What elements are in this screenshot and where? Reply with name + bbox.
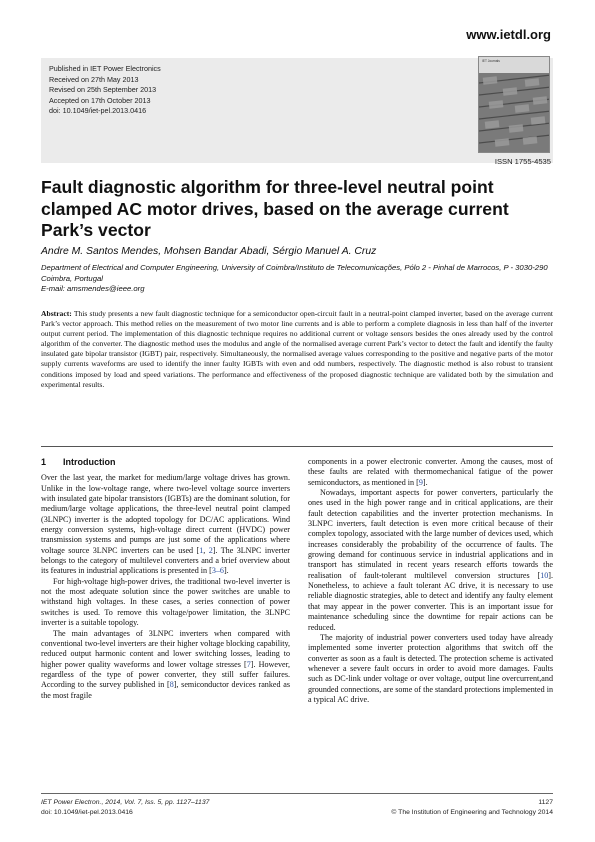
paragraph-text: ]. [422, 477, 428, 487]
paragraph-text: Nowadays, important aspects for power converters, particularly the ones used in the high power range and in critical applications, are their fault detection capabilities and the inverter protection mechanisms. In 3LNPC inverters, fault detection is even more critical because of their complex topology, associated with the large number of devices used, which increases considerably the probability of the occurrence of faults. The growing demand for continuous service in industrial applications and in transport has stimulated in recent years research efforts towards the realisation of fault-tolerant multilevel conversion structures [ [308, 488, 553, 580]
affiliation-text: Department of Electrical and Computer Engineering, University of Coimbra/Instituto de Telecomunicações, Pólo 2 - Pinhal de Marrocos, P - 3030-290 Coimbra, Portugal [41, 263, 548, 283]
published-in: Published in IET Power Electronics [49, 64, 161, 73]
citation-link[interactable]: 1 [199, 545, 204, 555]
author-affiliation [41, 263, 561, 295]
section-heading [41, 457, 290, 467]
citation-link[interactable]: 10 [540, 570, 549, 580]
author-email[interactable]: E-mail: amsmendes@ieee.org [41, 284, 145, 294]
paragraph [308, 488, 553, 633]
citation-link[interactable]: 8 [169, 680, 174, 690]
journal-website[interactable]: www.ietdl.org [466, 27, 551, 42]
citation-link[interactable]: 7 [246, 659, 251, 669]
footer-journal: IET Power Electron., 2014, Vol. 7, Iss. 5, pp. 1127–1137 [41, 799, 210, 806]
paragraph-text: Over the last year, the market for medium/large voltage drives has grown. Unlike in the low-voltage range, where two-level voltage source inverters with insulated gate bipolar transistors (IGBTs) are the dominant solution, for medium/large voltage applications, the three-level neutral point clamped (3LNPC) inverter is the adopted topology for DC/AC applications. Wind energy conversion systems, high-voltage direct current (HVDC) power transmission systems and pumps are just some of the applications where voltage source 3LNPC inverters can be used [ [41, 473, 290, 555]
journal-cover-image [478, 56, 550, 153]
paragraph [41, 629, 290, 701]
paragraph-text: components in a power electronic converter. Among the causes, most of these faults are related with thermomechanical fatigue of the power semiconductors, as mentioned in [ [308, 457, 553, 487]
paragraph-text: ], semiconductor devices ranked as the most fragile [41, 680, 290, 700]
copyright: © The Institution of Engineering and Technology 2014 [391, 808, 553, 816]
footer-citation [41, 798, 209, 817]
paragraph [41, 473, 290, 576]
footer-page-info [391, 798, 553, 817]
page-number: 1127 [538, 799, 553, 806]
paragraph-text: ]. However, regardless of the type of power converter, they still suffer failures. According to the survey published in [ [41, 659, 291, 690]
cover-banner-text: IET Journals [482, 59, 500, 63]
revised-date: Revised on 25th September 2013 [49, 85, 157, 95]
body-column-left [41, 457, 290, 701]
article-authors: Andre M. Santos Mendes, Mohsen Bandar Abadi, Sérgio Manuel A. Cruz [41, 246, 377, 257]
paragraph-text: ]. Nonetheless, to achieve a fault tolerant AC drive, it is necessary to use reliable diagnostic strategies, able to detect and identify any faulty element that may appear in the power converter. This is an important issue for maintenance scheduling since the downtime for repair actions can be reduced. [308, 570, 553, 632]
publication-info [49, 64, 161, 117]
citation-link[interactable]: 9 [418, 477, 423, 487]
paragraph: The majority of industrial power converters used today have already implemented some inverter protection algorithms that switch off the converter as soon as a fault is detected. The protection scheme is activated whenever a severe fault occurs in order to avoid more damages. Faults such as DC-link under voltage or over voltage, output line overcurrent,and grounded connections, are some of the standard protections implemented in a typical AC drive. [308, 632, 553, 704]
cover-photo [479, 73, 550, 153]
paragraph-text: ]. The 3LNPC inverter belongs to the category of multilevel converters and a brief overview about its features in industrial applications is presented in [ [41, 545, 290, 576]
citation-separator: , [203, 545, 209, 555]
section-title: Introduction [63, 457, 116, 467]
paragraph: For high-voltage high-power drives, the traditional two-level inverter is not the most adequate solution since the power switches are unable to withstand high voltages. In these cases, a series connection of power switches is used. To remove this voltage/power limitation, the 3LNPC inverter is a suitable topology. [41, 576, 290, 628]
paragraph-text: ]. [223, 566, 229, 576]
section-number: 1 [41, 457, 47, 467]
abstract-label: Abstract: [41, 309, 72, 318]
received-date: Received on 27th May 2013 [49, 74, 139, 84]
footer-divider [41, 793, 553, 794]
article-title: Fault diagnostic algorithm for three-level neutral point clamped AC motor drives, based on the average current Park’s vector [41, 177, 509, 240]
body-column-right [308, 457, 553, 705]
paragraph-text: The main advantages of 3LNPC inverters when compared with conventional two-level inverters are their higher voltage blocking capability, reduced output harmonic content and lower switching losses, leading to higher power quality waveforms and lower voltage stresses [ [41, 628, 290, 669]
footer-doi: doi: 10.1049/iet-pel.2013.0416 [41, 808, 133, 816]
section-divider [41, 446, 553, 447]
issn: ISSN 1755-4535 [494, 157, 551, 166]
citation-link[interactable]: 2 [208, 545, 213, 555]
abstract-text: This study presents a new fault diagnostic technique for a semiconductor open-circuit fault in a neutral-point clamped inverter, based on the average current Park’s vector approach. This method relies on the measurement of two motor line currents and is able to perform a complete diagnosis in less than half of the inverter output current period. The implementation of this diagnostic technique requires no additional current or voltage sensors besides the ones already used by the control algorithm of the converter. The diagnostic method uses the modulus and angle of the normalised average current Park’s vector to detect the fault and identify the faulty insulated gate bipolar transistor (IGBT) pair, respectively. Simultaneously, the normalised average values corresponding to the positive and negative parts of the motor supply currents waveforms are used to identify the inner faulty IGBTs with even and odd numbers, respectively. The diagnostic method is also robust to transient conditions imposed by load and speed variations. The performance and effectiveness of the proposed diagnostic technique are validated both by the simulation and experimental results. [41, 309, 553, 389]
abstract [41, 309, 553, 390]
paragraph [308, 457, 553, 488]
doi-line: doi: 10.1049/iet-pel.2013.0416 [49, 106, 147, 116]
accepted-date: Accepted on 17th October 2013 [49, 95, 151, 105]
citation-link[interactable]: 3–6 [211, 566, 224, 576]
